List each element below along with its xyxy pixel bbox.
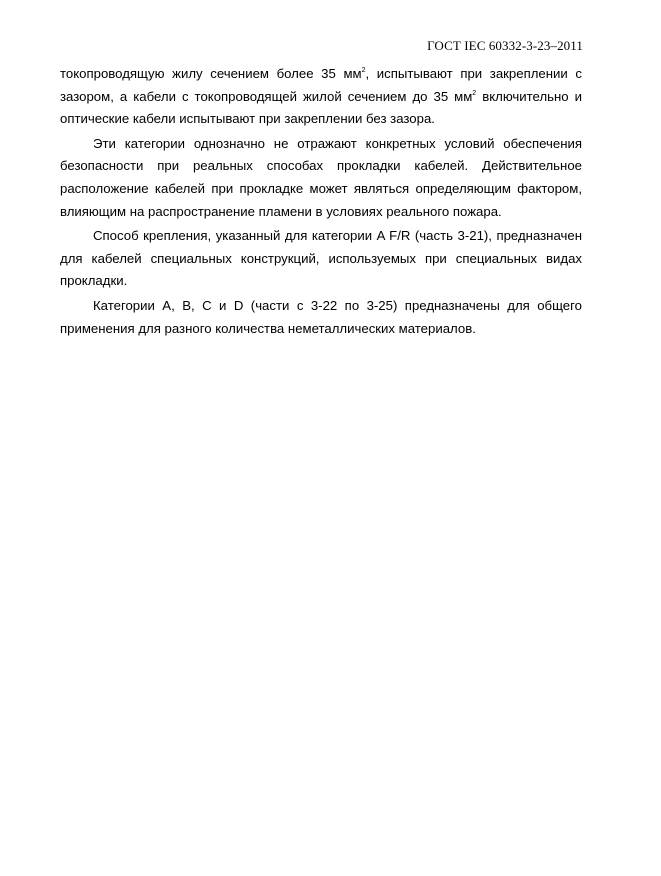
- superscript-squared-1: 2: [361, 67, 366, 74]
- document-header: [427, 38, 583, 54]
- paragraph-mounting-method: Способ крепления, указанный для категории A F/R (часть 3-21), предназначен для кабелей специальных конструкций, используемых при специальных видах прокладки.: [60, 228, 582, 289]
- paragraph-1-part-1: токопроводящую жилу сечением более 35 мм: [60, 66, 362, 81]
- body-text: [60, 63, 582, 342]
- paragraph-continuation: [60, 63, 582, 131]
- standard-code: ГОСТ IEC 60332-3-23–2011: [427, 38, 583, 53]
- paragraph-1-part-3: включительно и оптические кабели испытывают при закреплении без зазора.: [60, 88, 582, 127]
- paragraph-general-categories: Категории A, B, C и D (части с 3-22 по 3-25) предназначены для общего применения для разного количества неметаллических материалов.: [60, 297, 582, 336]
- paragraph-1-part-2: , испытывают при закреплении с зазором, а кабели с токопроводящей жилой сечением до 35 мм: [60, 66, 582, 104]
- paragraph-categories-conditions: Эти категории однозначно не отражают конкретных условий обеспечения безопасности при реальных способах прокладки кабелей. Действительное расположение кабелей при прокладке может являться определяющим фактором, влияющим на распространение пламени в условиях реального пожара.: [60, 135, 582, 219]
- superscript-squared-2: 2: [472, 89, 477, 97]
